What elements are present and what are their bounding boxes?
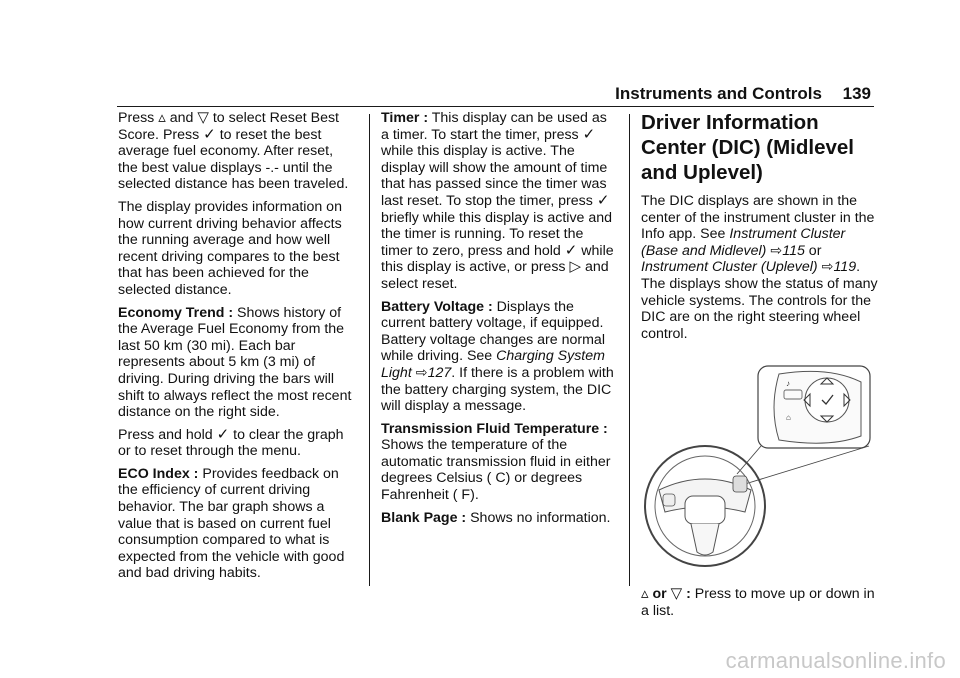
check-icon: ✓: [564, 241, 578, 259]
text: and: [169, 110, 194, 126]
page-ref-icon: ⇨: [415, 364, 428, 381]
column-right: [641, 110, 881, 626]
text: Press: [118, 110, 155, 126]
term-label: ECO Index :: [118, 465, 199, 482]
term-label: or: [652, 586, 667, 603]
text: Press to move up or down in a list.: [641, 586, 875, 619]
text: Provides feedback on the efficiency of current driving behavior. The bar graph shows a value that is based on current fuel consumption compared to what is expected from the vehicle with good and bad driving habits.: [118, 465, 345, 582]
svg-text:⌂: ⌂: [786, 413, 791, 423]
text: briefly while this display is active and the timer is running. To reset the timer to zero, press and hold: [381, 209, 613, 259]
page-ref-icon: ⇨: [821, 259, 834, 276]
text: while this display is active, or press: [381, 242, 614, 276]
text: . If there is a problem with the battery charging system, the DIC will display a message.: [381, 364, 614, 415]
term-label: Blank Page :: [381, 509, 467, 526]
svg-text:♪: ♪: [786, 379, 790, 389]
text: Shows history of the Average Fuel Economy from the last 50 km (30 mi). Each bar represents about 5 km (3 mi) of driving. During driving the bars will shift to always reflect the most recent distance on the right side.: [118, 304, 352, 421]
column-middle: [381, 110, 618, 532]
page-number: 139: [842, 84, 871, 103]
page-ref[interactable]: 115: [782, 242, 805, 259]
paragraph-battery-voltage: [381, 299, 618, 415]
paragraph-caption-up-down: [641, 586, 881, 619]
text: to clear the graph or to reset through the menu.: [118, 426, 344, 460]
up-arrow-icon: ▵: [641, 585, 649, 603]
paragraph-dic-intro: [641, 193, 881, 342]
term-label: Timer :: [381, 110, 429, 126]
column-divider-left: [369, 114, 370, 586]
text: This display can be used as a timer. To start the timer, press: [381, 110, 607, 143]
page-ref-icon: ⇨: [770, 242, 783, 259]
up-arrow-icon: ▵: [158, 109, 166, 126]
check-icon: ✓: [582, 125, 596, 143]
cross-reference-link[interactable]: Instrument Cluster (Base and Midlevel): [641, 226, 846, 259]
paragraph-timer: [381, 110, 618, 293]
section-heading: Driver Information Center (DIC) (Midlevel and Uplevel): [641, 111, 854, 184]
text: . The displays show the status of many vehicle systems. The controls for the DIC are on the right steering wheel control.: [641, 259, 878, 342]
paragraph-display-info: The display provides information on how current driving behavior affects the running average and how well recent driving compares to the best that has been achieved for the selected distance.: [118, 198, 342, 298]
text: to select Reset Best Score. Press: [118, 110, 339, 143]
text: Press and hold: [118, 426, 213, 443]
term-label: Transmission Fluid Temperature :: [381, 420, 608, 437]
text: or: [804, 242, 822, 259]
text: Displays the current battery voltage, if equipped. Battery voltage changes are normal while driving. See: [381, 298, 605, 365]
steering-wheel-illustration: [641, 356, 881, 576]
page-ref[interactable]: 119: [833, 259, 857, 276]
text: to reset the best average fuel economy. After reset, the best value displays -.- until the selected distance has been traveled.: [118, 126, 349, 193]
term-colon: :: [686, 586, 691, 603]
column-left: [118, 110, 356, 588]
down-arrow-icon: ▽: [197, 109, 209, 126]
right-arrow-icon: ▷: [569, 258, 582, 276]
check-icon: ✓: [203, 125, 216, 143]
term-label: Economy Trend :: [118, 304, 234, 321]
column-divider-right: [629, 114, 630, 586]
paragraph-transmission-temp: [381, 421, 618, 504]
paragraph-press-hold: [118, 427, 356, 460]
steering-wheel-svg: [641, 356, 881, 576]
paragraph-reset-best: [118, 110, 356, 193]
page-ref[interactable]: 127: [427, 364, 452, 381]
down-arrow-icon: ▽: [670, 585, 683, 603]
text: Shows no information.: [466, 509, 611, 526]
check-icon: ✓: [216, 425, 230, 443]
term-label: Battery Voltage :: [381, 298, 493, 315]
section-title: Instruments and Controls: [615, 84, 822, 103]
check-icon: ✓: [596, 191, 610, 209]
paragraph-economy-trend: [118, 305, 356, 421]
text: while this display is active. The display will show the amount of time that has passed since the timer was last reset. To stop the timer, press: [381, 143, 608, 209]
text: The DIC displays are shown in the center of the instrument cluster in the Info app. See: [641, 193, 875, 243]
text: Shows the temperature of the automatic transmission fluid in either degrees Celsius ( C) or degrees Fahrenheit ( F).: [381, 437, 611, 504]
paragraph-eco-index: [118, 466, 356, 582]
cross-reference-link[interactable]: Instrument Cluster (Uplevel): [641, 259, 818, 276]
cross-reference-link[interactable]: Charging System Light: [381, 348, 605, 381]
text: and select reset.: [381, 259, 609, 292]
paragraph-blank-page: [381, 510, 618, 527]
page-header: [0, 0, 960, 110]
header-rule: [117, 106, 874, 107]
watermark: carmanualsonline.info: [725, 648, 946, 673]
